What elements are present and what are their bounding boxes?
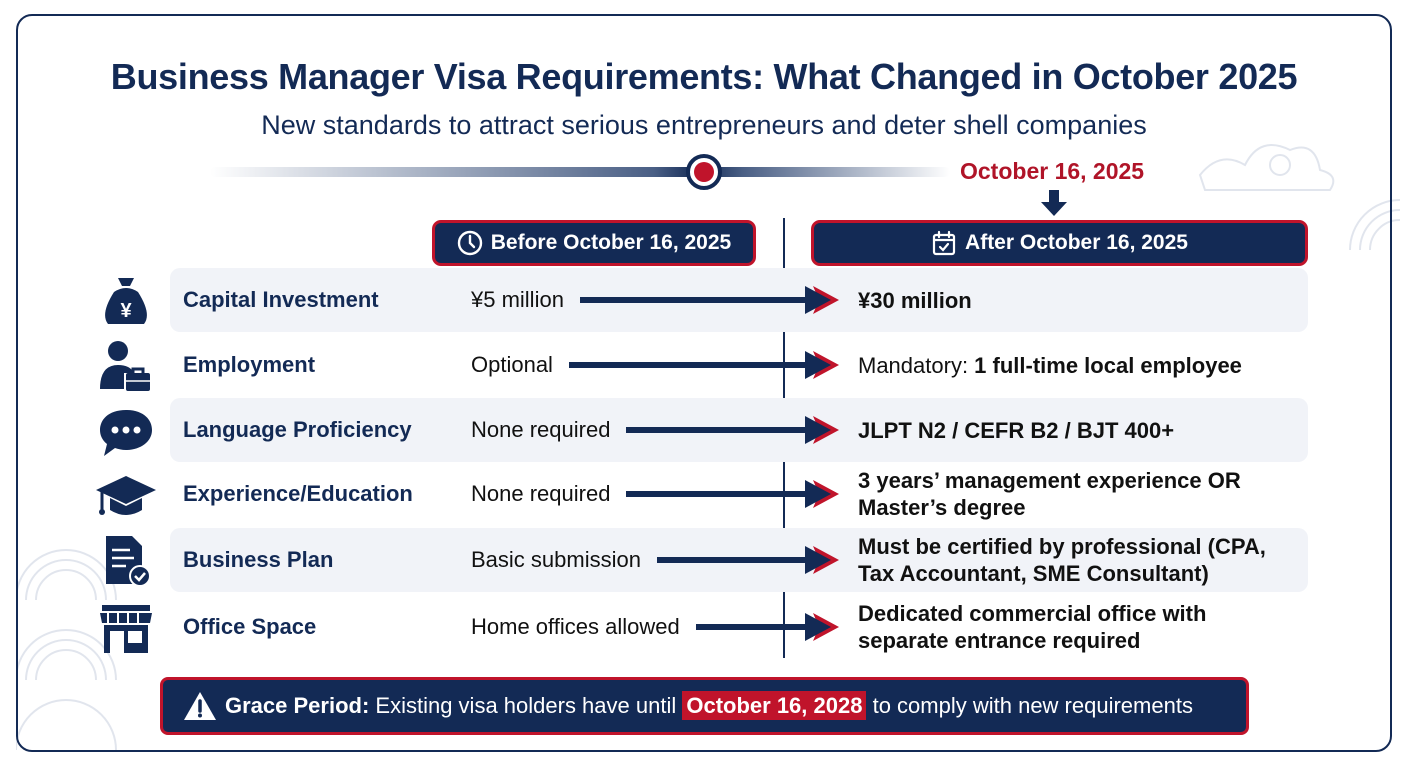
- timeline-marker: [686, 154, 722, 190]
- before-value-cell: [471, 462, 841, 526]
- before-header-label: Before October 16, 2025: [490, 231, 732, 254]
- arrow-line: [626, 491, 805, 497]
- grace-date: October 16, 2028: [682, 691, 866, 720]
- requirement-label: Office Space: [183, 614, 317, 639]
- down-arrow-icon: [1040, 190, 1068, 216]
- before-value: Home offices allowed: [471, 614, 680, 639]
- after-value: [858, 528, 1298, 592]
- after-value-bold: Must be certified by professional (CPA, Tax Accountant, SME Consultant): [858, 534, 1266, 586]
- page-subtitle: New standards to attract serious entrepreneurs and deter shell companies: [261, 110, 1147, 140]
- arrow-head-icon: [805, 347, 841, 383]
- requirement-label: Language Proficiency: [183, 417, 412, 442]
- after-value-bold: ¥30 million: [858, 287, 972, 313]
- svg-text:¥: ¥: [120, 300, 132, 322]
- after-value: [858, 333, 1298, 397]
- before-value: None required: [471, 417, 611, 442]
- requirement-label: Experience/Education: [183, 481, 413, 506]
- grace-label: Grace Period:: [225, 693, 370, 718]
- arrow-head-icon: [805, 282, 841, 318]
- arrow-line: [657, 557, 805, 563]
- after-header: [811, 220, 1308, 266]
- before-value: Optional: [471, 352, 553, 377]
- warning-icon: [183, 691, 217, 721]
- after-value: [858, 462, 1298, 526]
- arrow-line: [569, 362, 805, 368]
- after-value-prefix: Mandatory:: [858, 352, 975, 378]
- page-title: Business Manager Visa Requirements: What Changed in October 2025: [110, 56, 1298, 97]
- before-value-cell: [471, 528, 841, 592]
- arrow-head-icon: [805, 609, 841, 645]
- after-value-bold: 1 full-time local employee: [974, 352, 1242, 378]
- arrow-line: [626, 427, 805, 433]
- requirement-label: Employment: [183, 352, 316, 377]
- yen-money-bag-icon: [96, 274, 156, 328]
- clock-icon: [457, 230, 483, 256]
- before-value: Basic submission: [471, 547, 641, 572]
- after-value: [858, 595, 1298, 659]
- requirement-row: [0, 528, 1408, 592]
- graduation-cap-icon: [96, 468, 156, 522]
- after-value-bold: JLPT N2 / CEFR B2 / BJT 400+: [858, 417, 1175, 443]
- speech-bubble-icon: [96, 404, 156, 458]
- certified-document-icon: [96, 534, 156, 588]
- requirement-row: [0, 595, 1408, 659]
- grace-text-2: to comply with new requirements: [872, 693, 1193, 718]
- timeline-bar: [210, 167, 950, 177]
- requirement-label: Business Plan: [183, 547, 334, 572]
- calendar-check-icon: [931, 230, 957, 256]
- after-value: [858, 268, 1298, 332]
- requirement-label: Capital Investment: [183, 287, 379, 312]
- grace-period-banner: [160, 677, 1249, 735]
- before-value-cell: [471, 333, 841, 397]
- employee-briefcase-icon: [96, 339, 156, 393]
- after-value: [858, 398, 1298, 462]
- before-value: None required: [471, 481, 611, 506]
- timeline-date: October 16, 2025: [960, 158, 1145, 184]
- requirement-row: [0, 268, 1408, 332]
- requirement-row: [0, 333, 1408, 397]
- arrow-head-icon: [805, 542, 841, 578]
- before-header: [432, 220, 756, 266]
- arrow-head-icon: [805, 412, 841, 448]
- requirement-row: [0, 398, 1408, 462]
- after-value-bold: Dedicated commercial office with separate entrance required: [858, 601, 1207, 653]
- arrow-line: [580, 297, 805, 303]
- requirement-row: [0, 462, 1408, 526]
- grace-text-1: Existing visa holders have until: [375, 693, 677, 718]
- arrow-head-icon: [805, 476, 841, 512]
- after-value-bold: 3 years’ management experience OR Master’s degree: [858, 468, 1241, 520]
- after-header-label: After October 16, 2025: [965, 231, 1188, 254]
- before-value-cell: [471, 595, 841, 659]
- arrow-line: [696, 624, 805, 630]
- storefront-icon: [96, 601, 156, 655]
- before-value-cell: [471, 398, 841, 462]
- before-value-cell: [471, 268, 841, 332]
- before-value: ¥5 million: [471, 287, 564, 312]
